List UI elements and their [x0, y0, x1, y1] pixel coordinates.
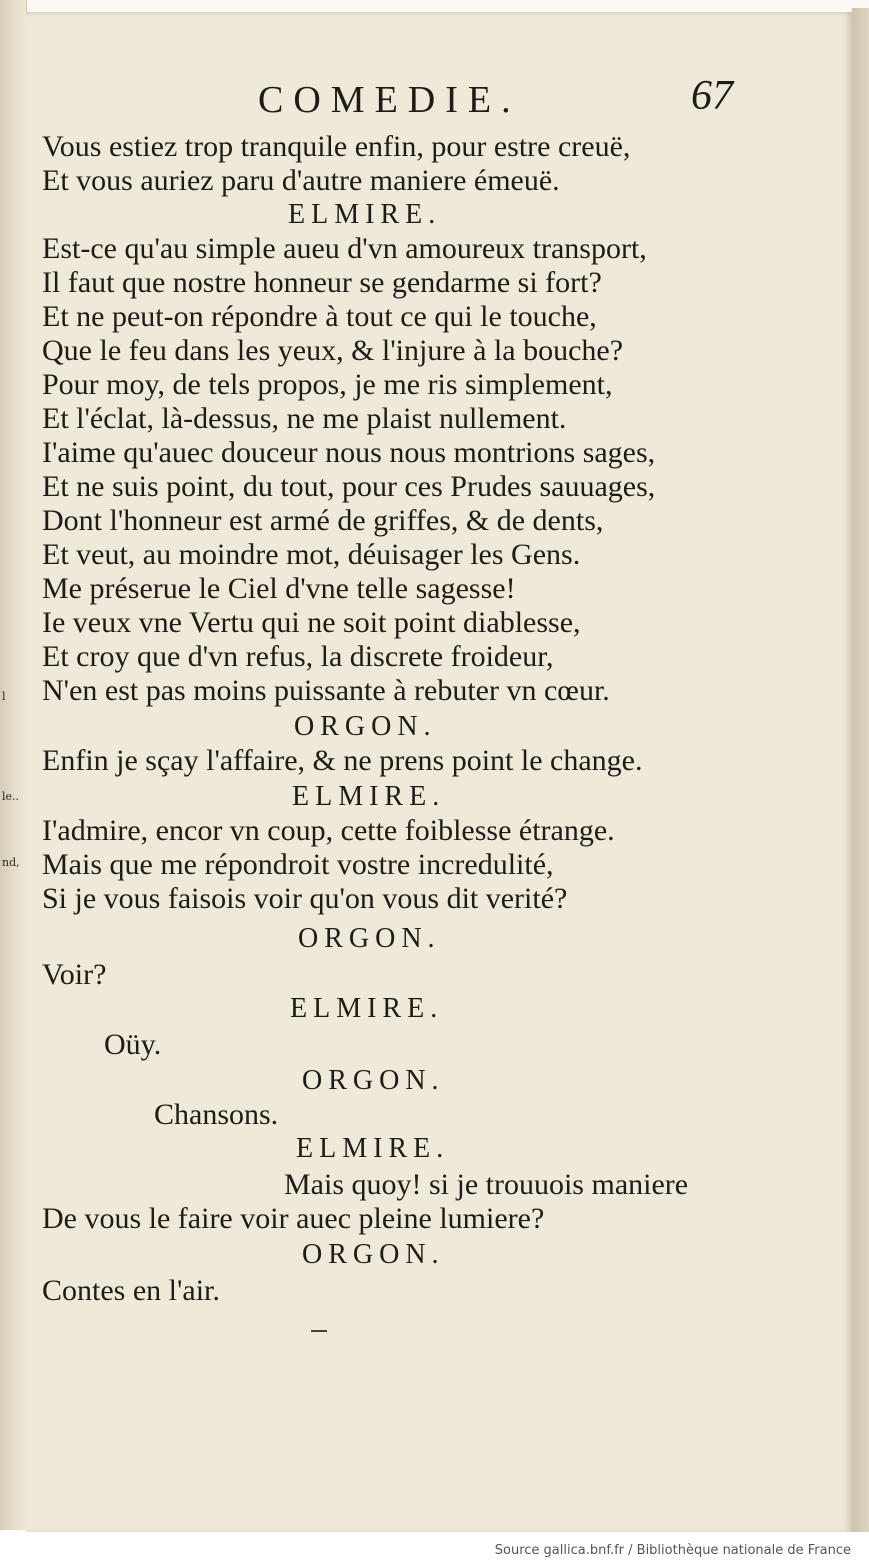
verse-line: Est-ce qu'au simple aueu d'vn amoureux transport, [42, 232, 647, 265]
verse-line: Chansons. [154, 1098, 279, 1131]
verse-line: Voir? [42, 958, 107, 991]
verse-line: Et l'éclat, là-dessus, ne me plaist nullement. [42, 402, 567, 435]
page-fore-edge [852, 8, 869, 1536]
verse-line: Dont l'honneur est armé de griffes, & de dents, [42, 504, 604, 537]
verse-line: Et veut, au moindre mot, déuisager les Gens. [42, 538, 581, 571]
speaker-name: ELMIRE. [296, 1133, 450, 1164]
verse-line: Et ne peut-on répondre à tout ce qui le touche, [42, 300, 597, 333]
speaker-name: ORGON. [294, 711, 437, 742]
ornament-dash [311, 1330, 327, 1332]
speaker-name: ORGON. [302, 1065, 445, 1096]
page-number: 67 [691, 73, 733, 119]
verse-line: I'aime qu'auec douceur nous nous montrions sages, [42, 436, 656, 469]
verse-line: Si je vous faisois voir qu'on vous dit verité? [42, 882, 568, 915]
facing-page-edge [0, 0, 27, 1530]
verse-line: Mais que me répondroit vostre incredulité, [42, 848, 554, 881]
verse-line: Me préserue le Ciel d'vne telle sagesse! [42, 572, 516, 605]
speaker-name: ELMIRE. [288, 199, 442, 230]
margin-mark: le.. [2, 790, 20, 803]
margin-mark: nd, [2, 856, 20, 869]
verse-line: Oüy. [104, 1028, 162, 1061]
verse-line: Contes en l'air. [42, 1274, 220, 1307]
source-credit: Source gallica.bnf.fr / Bibliothèque nationale de France [494, 1543, 851, 1558]
speaker-name: ORGON. [302, 1239, 445, 1270]
verse-line: Pour moy, de tels propos, je me ris simplement, [42, 368, 613, 401]
verse-line: Vous estiez trop tranquile enfin, pour estre creuë, [42, 130, 631, 163]
page-header [26, 73, 852, 128]
verse-line: Et ne suis point, du tout, pour ces Prudes sauuages, [42, 470, 656, 503]
verse-line: Ie veux vne Vertu qui ne soit point diablesse, [42, 606, 581, 639]
verse-line: Il faut que nostre honneur se gendarme si fort? [42, 266, 602, 299]
speaker-name: ORGON. [298, 923, 441, 954]
verse-line: Et croy que d'vn refus, la discrete froideur, [42, 640, 554, 673]
verse-line: Et vous auriez paru d'autre maniere émeuë. [42, 164, 560, 197]
verse-line: N'en est pas moins puissante à rebuter vn cœur. [42, 674, 610, 707]
footer-strip [0, 1532, 869, 1566]
margin-mark: l [2, 690, 6, 703]
verse-line: Enfin je sçay l'affaire, & ne prens point le change. [42, 744, 643, 777]
verse-line: Mais quoy! si je trouuois maniere [284, 1168, 689, 1201]
speaker-name: ELMIRE. [290, 993, 444, 1024]
running-head: COMEDIE. [258, 79, 521, 121]
verse-line: De vous le faire voir auec pleine lumiere? [42, 1202, 545, 1235]
speaker-name: ELMIRE. [292, 781, 446, 812]
verse-line: Que le feu dans les yeux, & l'injure à la bouche? [42, 334, 624, 367]
book-page [26, 12, 852, 1532]
verse-line: I'admire, encor vn coup, cette foiblesse étrange. [42, 814, 615, 847]
